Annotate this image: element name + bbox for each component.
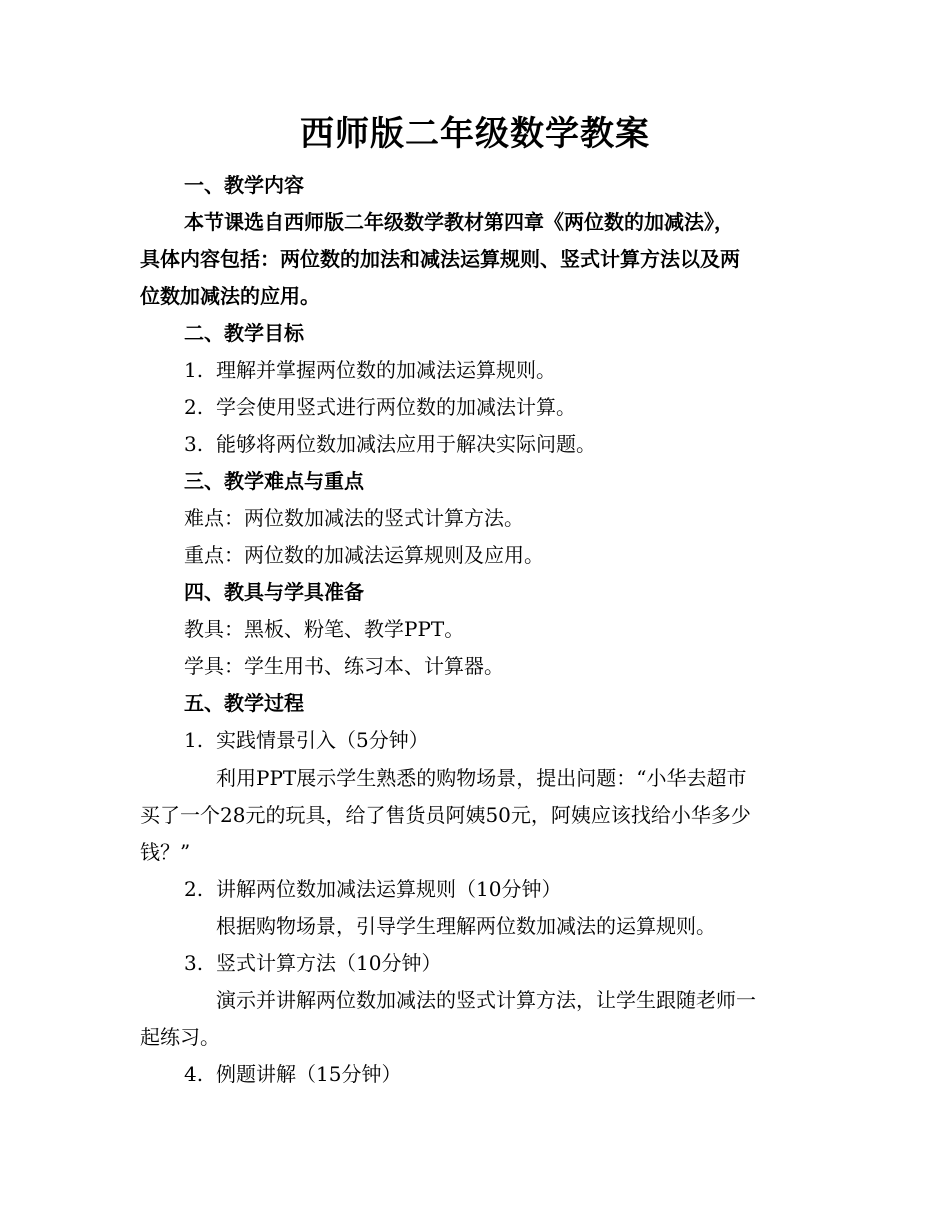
content-paragraph-line-3: 位数加减法的应用。 bbox=[140, 284, 320, 308]
step-title: 例题讲解（15分钟） bbox=[216, 1062, 402, 1086]
key-point-text: 重点：两位数的加减法运算规则及应用。 bbox=[184, 543, 544, 567]
goal-number: 1. bbox=[184, 358, 204, 382]
goal-text: 理解并掌握两位数的加减法运算规则。 bbox=[216, 358, 556, 382]
process-step bbox=[184, 875, 561, 903]
step-description-line-3: 钱？” bbox=[140, 840, 191, 864]
section-heading-difficulty: 三、教学难点与重点 bbox=[184, 469, 364, 493]
goal-text: 学会使用竖式进行两位数的加减法计算。 bbox=[216, 395, 576, 419]
goal-text: 能够将两位数加减法应用于解决实际问题。 bbox=[216, 432, 596, 456]
process-step bbox=[184, 949, 441, 977]
goal-item bbox=[184, 393, 576, 421]
section-heading-content: 一、教学内容 bbox=[184, 173, 304, 197]
step-description-line-1: 利用PPT展示学生熟悉的购物场景，提出问题：“小华去超市 bbox=[216, 766, 747, 790]
step-description-line-1: 根据购物场景，引导学生理解两位数加减法的运算规则。 bbox=[216, 914, 716, 938]
step-number: 1. bbox=[184, 728, 204, 752]
difficulty-text: 难点：两位数加减法的竖式计算方法。 bbox=[184, 506, 524, 530]
student-tools-text: 学具：学生用书、练习本、计算器。 bbox=[184, 654, 504, 678]
section-heading-goals: 二、教学目标 bbox=[184, 321, 304, 345]
document-title: 西师版二年级数学教案 bbox=[300, 114, 650, 154]
section-heading-materials: 四、教具与学具准备 bbox=[184, 580, 364, 604]
teacher-tools-text: 教具：黑板、粉笔、教学PPT。 bbox=[184, 617, 465, 641]
step-title: 实践情景引入（5分钟） bbox=[216, 728, 429, 752]
process-step bbox=[184, 726, 429, 754]
goal-item bbox=[184, 430, 596, 458]
content-paragraph-line-2: 具体内容包括：两位数的加法和减法运算规则、竖式计算方法以及两 bbox=[140, 247, 740, 271]
goal-number: 2. bbox=[184, 395, 204, 419]
section-heading-process: 五、教学过程 bbox=[184, 691, 304, 715]
process-step bbox=[184, 1060, 401, 1088]
step-number: 2. bbox=[184, 877, 204, 901]
step-number: 3. bbox=[184, 951, 204, 975]
goal-number: 3. bbox=[184, 432, 204, 456]
goal-item bbox=[184, 356, 556, 384]
step-description-line-2: 买了一个28元的玩具，给了售货员阿姨50元，阿姨应该找给小华多少 bbox=[140, 803, 751, 827]
step-number: 4. bbox=[184, 1062, 204, 1086]
step-description-line-1: 演示并讲解两位数加减法的竖式计算方法，让学生跟随老师一 bbox=[216, 988, 756, 1012]
content-paragraph-line-1: 本节课选自西师版二年级数学教材第四章《两位数的加减法》， bbox=[184, 210, 734, 234]
step-description-line-2: 起练习。 bbox=[140, 1025, 220, 1049]
step-title: 竖式计算方法（10分钟） bbox=[216, 951, 442, 975]
step-title: 讲解两位数加减法运算规则（10分钟） bbox=[216, 877, 562, 901]
